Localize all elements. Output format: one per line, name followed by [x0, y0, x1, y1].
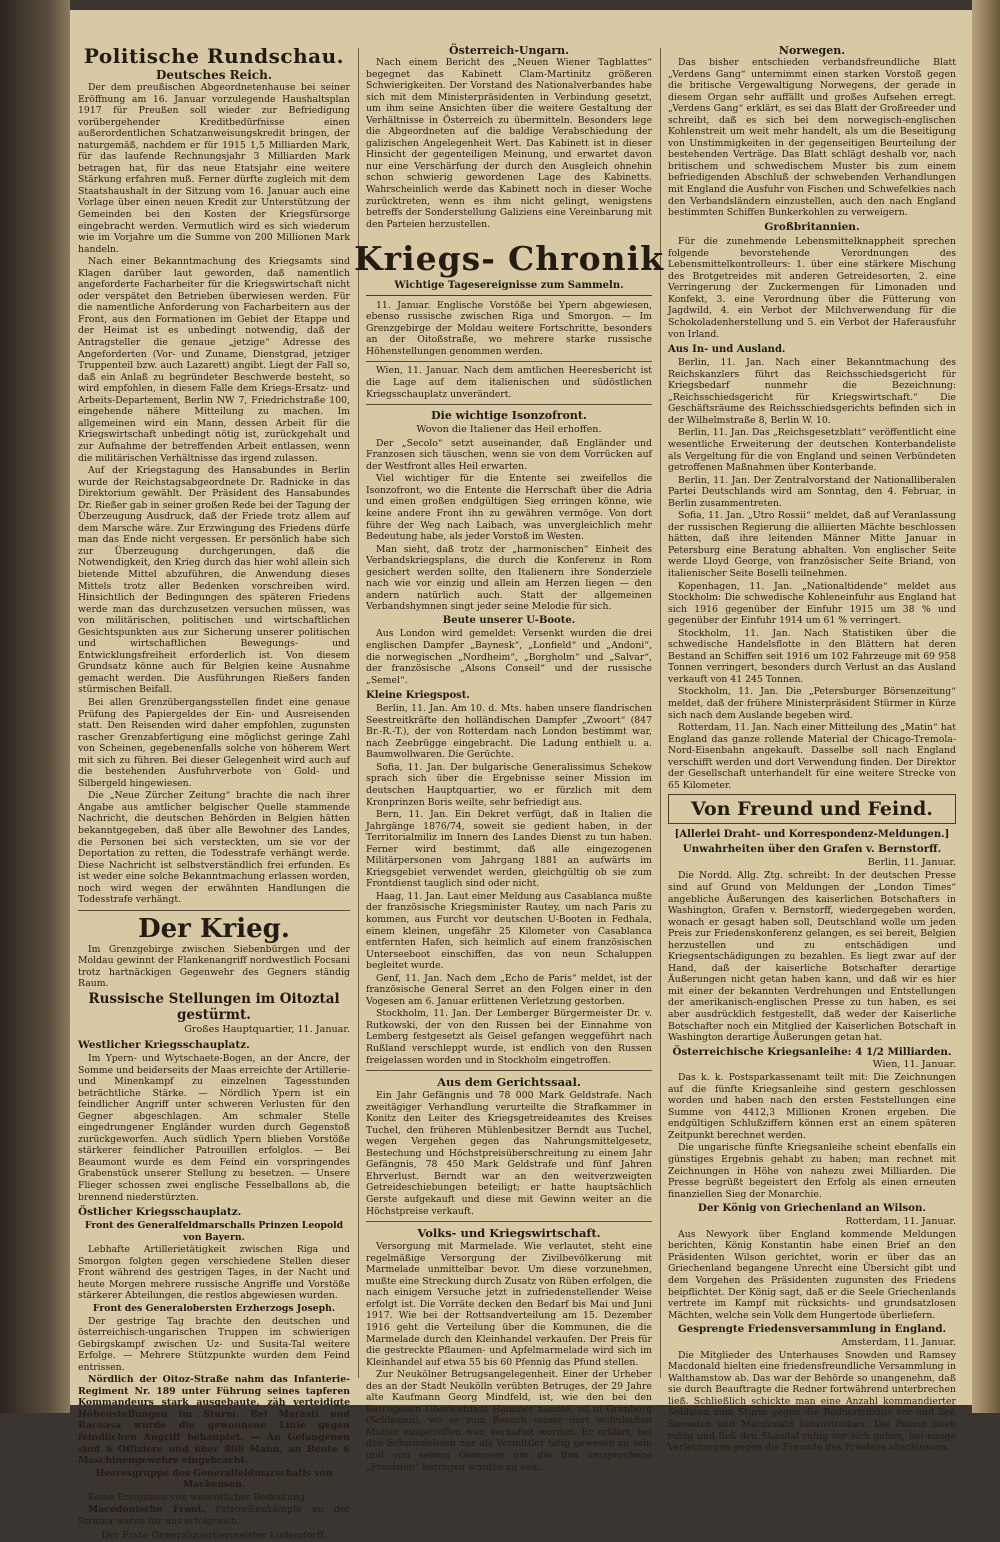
- article-paragraph: Der „Secolo“ setzt auseinander, daß Engländer und Franzosen sich täuschen, wenn sie von dem Vorrücken auf der Westfront alles Heil erwarten.: [366, 437, 652, 472]
- article-paragraph: Im Ypern- und Wytschaete-Bogen, an der Ancre, der Somme und beiderseits der Maas erreichte der Artillerie- und Minenkampf zu einzelnen Tagesstunden beträchtliche Stärke. — Nördlich Ypern ist ein feindlicher Angriff unter schweren Verlusten für den Gegner abgeschlagen. Am schmaler Stelle eingedrungener Engländer wurden durch Gegenstoß zurückgeworfen. Auch südlich Ypern blieben Vorstöße stärkerer feindlicher Patrouillen erfolglos. — Bei Beaumont wurde es dem Feind ein vorspringendes Grabenstück unserer Stellung zu besetzen. — Unsere Flieger schossen zwei englische Fesselballons ab, die brennend niederstürzten.: [78, 1053, 350, 1203]
- article-paragraph: Die ungarische fünfte Kriegsanleihe scheint ebenfalls ein günstiges Ergebnis gehabt zu haben; man rechnet mit Zeichnungen in Höhe von nahezu zwei Milliarden. Die Presse begrüßt begeistert den Erfolg als einen erneuten finanziellen Sieg der Monarchie.: [668, 1142, 956, 1200]
- article-paragraph: Ein Jahr Gefängnis und 78 000 Mark Geldstrafe. Nach zweitägiger Verhandlung verurteilte die Strafkammer in Konitz den Leiter des Kriegsgetreideamtes des Kreises Tuchel, den früheren Mühlenbesitzer Berndt aus Tuchel, wegen Vergehen gegen das Nahrungsmittelgesetz, Bestechung und Höchstpreisüberschreitung zu einem Jahr Gefängnis, 78 450 Mark Geldstrafe und fünf Jahren Ehrverlust. Berndt war an den weitverzweigten Getreideschiebungen beteiligt; er hatte hauptsächlich Gerste aufgekauft und diese mit Gewinn weiter an die Höchstpreise verkauft.: [366, 1090, 652, 1217]
- dateline: Berlin, 11. Januar.: [867, 857, 956, 869]
- article-paragraph: Die Mitglieder des Unterhauses Snowden und Ramsey Macdonald hielten eine friedensfreundliche Versammlung in Walthamstow ab. Das war der Behörde so unangenehm, daß sie durch Beauftragte die Redner fortwährend unterbrechen ließ. Schließlich schickte man eine Anzahl kommandierter Soldaten zum Sturm gegen die Rednertribüne vor und ließ Snowden und Macdonald hinaustreiben. Die Polizei blieb ruhig und ließ den Skandal ruhig vor sich gehen, bei einige Verletzungen gegen die Freunde des Friedens abschlossen.: [668, 1349, 956, 1454]
- section-heading: Der Krieg.: [138, 913, 290, 944]
- subsection-heading: Westlicher Kriegsschauplatz.: [78, 1039, 250, 1052]
- article-paragraph: Sofia, 11. Jan. Der bulgarische Generalissimus Schekow sprach sich über die Ergebnisse seiner Mission im deutschen Hauptquartier, wo er fürzlich mit dem Kronprinzen Boris weilte, sehr befriedigt aus.: [366, 761, 652, 808]
- page-edge: [972, 0, 1000, 1413]
- article-paragraph: Der gestrige Tag brachte den deutschen und österreichisch-ungarischen Truppen im schwierigen Gebirgskampf zwischen Uz- und Susita-Tal weitere Erfolge. — Mehrere Stützpunkte wurden dem Feind entrissen.: [78, 1315, 350, 1373]
- subsection-heading: Front des Generalfeldmarschalls Prinzen Leopold von Bayern.: [84, 1220, 344, 1243]
- article-paragraph: Haag, 11. Jan. Laut einer Meldung aus Casablanca mußte der französische Kriegsminister Rautey, um nach Paris zu kommen, aus Furcht vor deutschen U-Booten in Fedhala, einem kleinen, ungefähr 25 Kilometer von Casablanca entfernten Hafen, sich heimlich auf einem französischen Unterseeboot einschiffen, das von neun Schaluppen begleitet wurde.: [366, 890, 652, 972]
- section-heading: Norwegen.: [778, 44, 846, 57]
- article-paragraph: Das k. k. Postsparkassenamt teilt mit: Die Zeichnungen auf die fünfte Kriegsanleihe sind gestern geschlossen worden und haben nach den ersten Feststellungen eine Summe von 4412,3 Millionen Kronen ergeben. Die endgültigen Schlußziffern können erst an einem späteren Zeitpunkt berechnet werden.: [668, 1072, 956, 1141]
- article-paragraph: Versorgung mit Marmelade. Wie verlautet, steht eine regelmäßige Versorgung der Zivilbevölkerung mit Marmelade unmittelbar bevor. Um diese vorzunehmen, mußte eine Streckung durch Zusatz von Rüben erfolgen, die nach einigem Versuche jetzt in zufriedenstellender Weise erfolgt ist. Die Vorräte decken den Bedarf bis Mai und Juni 1917. Wie bei der Rottsandverteilung am 15. Dezember 1916 geht die Verteilung über die Kommunen, die die Marmelade durch den Kleinhandel verkaufen. Der Preis für die gestreckte Pflaumen- und Apfelmarmelade wird sich im Kleinhandel auf etwa 55 bis 60 Pfennig das Pfund stellen.: [366, 1241, 652, 1368]
- book-binding: [0, 0, 70, 1413]
- headline: Die wichtige Isonzofront.: [431, 409, 587, 423]
- article-paragraph: Aus Newyork über England kommende Meldungen berichten, König Konstantin habe einen Brief an den Präsidenten Wilson gerichtet, worin er über das an Griechenland begangene Unrecht eine Übersicht gibt und dem Vorgehen des Präsidenten zugunsten des Friedens beipflichtet. Der König sagt, daß er die Seele Griechenlands vertrete im Kampf mit rücksichts- und grundsatzlosen Mächten, welche sein Volk dem Hungertode überliefern.: [668, 1228, 956, 1321]
- column-middle: [354, 44, 665, 1473]
- article-paragraph: Nach einem Bericht des „Neuen Wiener Tagblattes“ begegnet das Kabinett Clam-Martinitz größeren Schwierigkeiten. Der Vorstand des Nationalverbandes habe sich mit dem Ministerpräsidenten in Verbindung gesetzt, um ihm seine Ansichten über die weitere Gestaltung der Verhältnisse in Österreich zu übermitteln. Besonders lege die Abgeordneten auf die baldige Verabschiedung der galizischen Angelegenheit Wert. Das Kabinett ist in dieser Hinsicht der gegenteiligen Meinung, und erwartet davon nur eine Verschärfung der durch den Ausgleich ohnehin schon schwierig gewordenen Lage des Kabinetts. Wahrscheinlich werde das Kabinett noch in dieser Woche zurücktreten, wenn es ihm nicht gelingt, wenigstens betreffs der Sonderstellung Galiziens eine Vereinbarung mit den Parteien herzustellen.: [366, 57, 652, 230]
- article-paragraph: Berlin, 11. Jan. Das „Reichsgesetzblatt“ veröffentlicht eine wesentliche Erweiterung der deutschen Konterbandeliste als Vergeltung für die von England und seinen Verbündeten getroffenen Maßnahmen über Konterbande.: [668, 427, 956, 474]
- subsection-heading: Kleine Kriegspost.: [366, 690, 470, 702]
- article-paragraph: Rotterdam, 11. Jan. Nach einer Mitteilung des „Matin“ hat England das ganze rollende Material der Chicago-Tremola-Nord-Eisenbahn angekauft. Dasselbe soll nach England verschifft werden und dort Verwendung finden. Der Direktor der Gesellschaft unterhandelt für eine weitere Strecke von 65 Kilometer.: [668, 722, 956, 791]
- chronik-title-left: Kriegs-: [354, 239, 496, 279]
- article-paragraph: Man sieht, daß trotz der „harmonischen“ Einheit des Verbandskriegsplans, die durch die Konferenz in Rom gesichert werden sollte, den Italienern ihre Sonderziele nach wie vor einzig und allein am Herzen liegen — den andern natürlich auch. Statt der allgemeinen Verbandshymnen singt jeder seine Melodie für sich.: [366, 543, 652, 613]
- chronik-title-right: Chronik: [507, 239, 665, 279]
- article-paragraph: Stockholm, 11. Jan. Nach Statistiken über die schwedische Handelsflotte in den Blättern hat deren Bestand an Schiffen seit 1916 um 102 Fahrzeuge mit 69 958 Tonnen verringert, besonders durch Verlust an das Ausland verkauft von 41 245 Tonnen.: [668, 627, 956, 685]
- subsection-heading: Deutsches Reich.: [155, 68, 273, 82]
- subsection-heading: Östlicher Kriegsschauplatz.: [78, 1206, 242, 1219]
- headline: Aus dem Gerichtssaal.: [437, 1075, 581, 1090]
- signature: Der Erste Generalquartiermeister Ludendorff.: [101, 1530, 327, 1542]
- article-paragraph: Aus London wird gemeldet: Versenkt wurden die drei englischen Dampfer „Baynesk“, „Lonfield“ und „Andoni“, die norwegischen „Nordheim“, „Borgholm“ und „Salvar“, der französische „Alsons Conseil“ und der russische „Semel“.: [366, 628, 652, 686]
- divider: [78, 910, 350, 911]
- article-paragraph: Viel wichtiger für die Entente sei zweifellos die Isonzofront, wo die Entente die Herrschaft über die Adria und einen großen endgültigen Sieg erringen könne, wie keine andere Front ihn zu gewähren vermöge. Von dort führe der Weg nach Laibach, was unvergleichlich mehr Bedeutung habe, als jeder Vorstoß im Westen.: [366, 473, 652, 543]
- dateline: Amsterdam, 11. Januar.: [841, 1336, 956, 1348]
- article-paragraph: Im Grenzgebirge zwischen Siebenbürgen und der Moldau gewinnt der Flankenangriff nordwestlich Focsani trotz hartnäckigen Gegenwehr des Gegners ständig Raum.: [78, 943, 350, 990]
- chronik-masthead: [354, 239, 665, 279]
- article-paragraph: Der dem preußischen Abgeordnetenhause bei seiner Eröffnung am 16. Januar vorzulegende Haushaltsplan 1917 für Preußen soll wieder zur Befriedigung vorübergehender Kreditbedürfnisse einen außerordentlichen Schatzanweisungskredit bringen, der naturgemäß, nachdem er für 1915 1,5 Milliarden Mark, für das laufende Rechnungsjahr 3 Milliarden Mark betragen hat, für das neue Etatsjahr eine weitere Stärkung erfahren muß. Ferner dürfte zugleich mit dem Staatshaushalt in der Sitzung vom 16. Januar auch eine Vorlage über einen neuen Kredit zur Unterstützung der Gemeinden bei den Kosten der Kriegsfürsorge eingebracht werden. Vermutlich wird es sich wiederum wie im Vorjahre um die Summe von 200 Millionen Mark handeln.: [78, 82, 350, 255]
- headline: Volks- und Kriegswirtschaft.: [417, 1226, 601, 1241]
- article-paragraph: Genf, 11. Jan. Nach dem „Echo de Paris“ meldet, ist der französische General Serret an den Folgen einer in den Vogesen am 6. Januar erlittenen Verletzung gestorben.: [366, 972, 652, 1007]
- subsection-heading: Großbritannien.: [764, 220, 860, 233]
- subsection-heading: Aus In- und Ausland.: [668, 344, 786, 356]
- article-paragraph: Bei allen Grenzübergangsstellen findet eine genaue Prüfung des Papiergeldes der Ein- und Ausreisenden statt. Den Reisenden wird daher empfohlen, zugunsten rascher Grenzabfertigung eine möglichst geringe Zahl von Scheinen, gegebenenfalls solche von höherem Wert mit sich zu führen. Bei dieser Gelegenheit wird auch auf die bestehenden Ausfuhrverbote von Gold- und Silbergeld hingewiesen.: [78, 696, 350, 789]
- column-left: [78, 44, 350, 1542]
- divider: [366, 1221, 652, 1222]
- article-paragraph: Nach einer Bekanntmachung des Kriegsamts sind Klagen darüber laut geworden, daß namentlich angeforderte Facharbeiter für die Kriegswirtschaft nicht oder verspätet den Betrieben überwiesen werden. Für die namentliche Anforderung von Facharbeitern aus der Front, aus den Formationen im Gebiet der Etappe und der Heimat ist es unbedingt notwendig, daß der Antragsteller die genaue „jetzige“ Adresse des Angeforderten (Vor- und Zuname, Dienstgrad, jetziger Truppenteil bzw. auch Lazarett) angibt. Liegt der Fall so, daß ein Anlaß zu begründeter Beschwerde besteht, so wird empfohlen, in diesem Falle dem Kriegs-Ersatz- und Arbeits-Departement, Berlin NW 7, Friedrichstraße 100, eingehende nähere Mitteilung zu machen. Im allgemeinen wird ein Mann, dessen Arbeit für die Kriegswirtschaft unbedingt nötig ist, zurückgehalt und zur Aufnahme der betreffenden Arbeit entlassen, wenn die militärischen Verhältnisse das irgend zulassen.: [78, 256, 350, 464]
- divider: [366, 1070, 652, 1071]
- article-paragraph: Auf der Kriegstagung des Hansabundes in Berlin wurde der Reichstagsabgeordnete Dr. Radnicke in das Direktorium gewählt. Der Präsident des Hansabundes Dr. Rießer gab in seiner großen Rede bei der Tagung der Überzeugung Ausdruck, daß der Friede trotz allem auf dem Marsche wäre. Zur Erzwingung des Friedens dürfe man das Ende nicht vergessen. Er persönlich habe sich zur Überzeugung durchgerungen, daß die Notwendigkeit, den Krieg durch das hier wohl allein sich bietende Mittel abzuführen, die Anwendung dieses Mittels trotz aller Bedenken vorschreiben wird. Hinsichtlich der Bedingungen des späteren Friedens werde man das durchzusetzen versuchen müssen, was von militärischen, politischen und wirtschaftlichen Gesichtspunkten aus zur Sicherung unserer politischen und wirtschaftlichen Bewegungs- und Entwicklungsfreiheit erforderlich ist. Von diesem Grundsatz könne auch für Belgien keine Ausnahme gemacht werden. Die Ausführungen Rießers fanden stürmischen Beifall.: [78, 465, 350, 696]
- divider: [366, 361, 652, 362]
- section-heading: Österreich-Ungarn.: [449, 44, 569, 57]
- article-paragraph: Lebhafte Artillerietätigkeit zwischen Riga und Smorgon folgten gegen verschiedene Stellen dieser Front während des gestrigen Tages, in der Nacht und heute Morgen mehrere russische Angriffe und Vorstöße stärkerer Abteilungen, die restlos abgewiesen wurden.: [78, 1244, 350, 1302]
- section-box: [668, 794, 956, 824]
- subsection-heading: Macedonische Front.: [88, 1504, 205, 1516]
- headline: Russische Stellungen im Oitoztal gestürmt.: [88, 991, 340, 1024]
- article-paragraph: Wien, 11. Januar. Nach dem amtlichen Heeresbericht ist die Lage auf dem italienischen und südöstlichen Kriegsschauplatz unverändert.: [366, 365, 652, 400]
- article-paragraph: Keine Ereignisse von wesentlicher Bedeutung.: [88, 1491, 308, 1503]
- headline-sub: Wovon die Italiener das Heil erhoffen.: [416, 424, 602, 436]
- article-paragraph: Patrouillenkämpfe an der Struma waren für uns erfolgreich.: [78, 1504, 350, 1527]
- article-paragraph: Berlin, 11. Jan. Nach einer Bekanntmachung des Reichskanzlers führt das Reichsschiedsgericht für Kriegsbedarf nunmehr die Bezeichnung: „Reichsschiedsgericht für Kriegswirtschaft.“ Die Geschäftsräume des Reichsschiedsgerichts befinden sich in der Wilhelmstraße 8, Berlin W. 10.: [668, 357, 956, 426]
- article-paragraph: Zur Neukölner Betrugsangelegenheit. Einer der Urheber des an der Stadt Neukölln verübten Betruges, der 29 Jahre alte Kaufmann Georg Mindfeld, ist, wie den bei den Betrogenen Oberleutnant Hammer nannte, ist in Grünberg (Schlesien), wo er zum Besuch seiner dort wohnhaften Mutter eingetroffen war, verhaftet worden. Er erklärt, bei den Schwindeleien nur als Vermittler tätig gewesen zu sein und von seinen Genossen um die ihm versprochene „Provision“ betrogen worden zu sein.: [366, 1369, 652, 1473]
- article-paragraph: Die Nordd. Allg. Ztg. schreibt: In der deutschen Presse sind auf Grund von Meldungen der „London Times“ angebliche Äußerungen des kaiserlichen Botschafters in Washington, Grafen v. Bernstorff, wiedergegeben worden, wonach er gesagt haben soll, Deutschland wolle um jeden Preis zur Friedenskonferenz gelangen, es sei bereit, Belgien herzustellen und zu entschädigen und Kriegsentschädigungen zu bezahlen. Es liegt zwar auf der Hand, daß der kaiserliche Botschafter derartige Äußerungen nicht getan haben kann, und daß wir es hier mit einer der bekannten Verdrehungen und Entstellungen der amerikanisch-englischen Presse zu tun haben, es sei aber ausdrücklich festgestellt, daß weder der Kaiserliche Botschafter noch ein Mitglied der Kaiserlichen Botschaft in Washington derartige Äußerungen getan hat.: [668, 870, 956, 1044]
- article-paragraph: Sofia, 11. Jan. „Utro Rossii“ meldet, daß auf Veranlassung der russischen Regierung die alliierten Mächte beschlossen hätten, daß ihre leitenden Männer Mitte Januar in Petersburg eine Beratung abhalten. Von englischer Seite werde Lloyd George, von französischer Seite Briand, von italienischer Seite Boselli teilnehmen.: [668, 510, 956, 579]
- subsection-heading: Front des Generalobersten Erzherzogs Joseph.: [92, 1302, 336, 1314]
- dateline: Großes Hauptquartier, 11. Januar.: [184, 1024, 350, 1036]
- section-heading: Politische Rundschau.: [83, 44, 345, 68]
- subsection-heading: Beute unserer U-Boote.: [442, 614, 576, 626]
- article-paragraph: Berlin, 11. Jan. Der Zentralvorstand der Nationalliberalen Partei Deutschlands wird am Sonntag, den 4. Februar, in Berlin zusammentreten.: [668, 474, 956, 509]
- dateline: Rotterdam, 11. Januar.: [845, 1215, 956, 1227]
- subsection-heading: Gesprengte Friedensversammlung in England.: [677, 1323, 947, 1336]
- section-subtitle: [Allerlei Draht- und Korrespondenz-Meldungen.]: [674, 829, 950, 841]
- dateline: Wien, 11. Januar.: [872, 1059, 956, 1071]
- article-paragraph: Berlin, 11. Jan. Am 10. d. Mts. haben unsere flandrischen Seestreitkräfte den holländischen Dampfer „Zwoort“ (847 Br.-R.-T.), der von Rotterdam nach London bestimmt war, nach Zeebrügge eingebracht. Die Ladung enthielt u. a. Baumwollwaren. Die Gerüchte.: [366, 703, 652, 761]
- article-paragraph: Für die zunehmende Lebensmittelknappheit sprechen folgende bevorstehende Verordnungen des Lebensmittelkontrolleurs: 1. über eine stärkere Mischung des Brotgetreides mit anderen Getreidesorten, 2. eine Verringerung der Zuckermengen für Limonaden und Konfekt, 3. eine Verordnung über die Fütterung von Jagdwild, 4. ein Verbot der Milchverwendung für die Schokoladenherstellung und 5. ein Verbot der Haferausfuhr von Irland.: [668, 236, 956, 340]
- article-paragraph: Kopenhagen, 11. Jan. „Nationaltidende“ meldet aus Stockholm: Die schwedische Kohleneinfuhr aus England hat sich 1916 gegenüber der Einfuhr 1915 um 38 % und gegenüber der Einfuhr 1914 um 61 % verringert.: [668, 580, 956, 627]
- subsection-heading: Der König von Griechenland an Wilson.: [697, 1202, 927, 1215]
- subsection-heading: Heeresgruppe des Generalfeldmarschalls von Mackensen.: [95, 1467, 333, 1491]
- column-right: [668, 44, 956, 1454]
- article-paragraph: Stockholm, 11. Jan. Der Lemberger Bürgermeister Dr. v. Rutkowski, der von den Russen bei der Einnahme von Lemberg festgesetzt als Geisel gefangen weggeführt nach Rußland verschleppt wurde, ist endlich von den Russen freigelassen worden und in Stockholm eingetroffen.: [366, 1008, 652, 1066]
- subsection-heading: Unwahrheiten über den Grafen v. Bernstorff.: [682, 842, 942, 855]
- article-paragraph: 11. Januar. Englische Vorstöße bei Ypern abgewiesen, ebenso russische zwischen Riga und Smorgon. — Im Grenzgebirge der Moldau weitere Fortschritte, besonders an der Oitoßstraße, wo mehrere starke russische Höhenstellungen genommen werden.: [366, 299, 652, 357]
- article-paragraph: Bern, 11. Jan. Ein Dekret verfügt, daß in Italien die Jahrgänge 1876/74, soweit sie gedient haben, in der Territorialmiliz im Innern des Landes Dienst zu tun haben. Ferner wird bestimmt, daß alle eingezogenen Militärpersonen vom Jahrgang 1881 an aufwärts im Kriegsgebiet verwendet werden, gleichgültig ob sie zum Frontdienst tauglich sind oder nicht.: [366, 809, 652, 890]
- subsection-heading: Österreichische Kriegsanleihe: 4 1/2 Milliarden.: [672, 1045, 952, 1058]
- divider: [366, 404, 652, 405]
- article-paragraph: Nördlich der Oitoz-Straße nahm das Infanterie-Regiment Nr. 189 unter Führung seines tapferen Kommandeurs stark ausgebaute, zäh verteidigte Höhenstellungen im Sturm. Bei Marasti und Racoasa wurde die gewonnene Linie gegen feindlichen Angriff behauptet. — An Gefangenen sind 6 Offiziere und über 800 Mann, an Beute 6 Maschinengewehre eingebracht.: [78, 1374, 350, 1467]
- article-paragraph: Die „Neue Zürcher Zeitung“ brachte die nach ihrer Angabe aus amtlicher belgischer Quelle stammende Nachricht, die deutschen Behörden in Belgien hätten bekanntgegeben, daß über alle Bewohner des Landes, die Personen bei sich versteckten, um sie vor der Deportation zu retten, die Todesstrafe verhängt werde. Diese Nachricht ist selbstverständlich frei erfunden. Es ist weder eine solche Bekanntmachung erlassen worden, noch wird wegen der erwähnten Handlungen die Todesstrafe verhängt.: [78, 790, 350, 906]
- newspaper-page: [70, 10, 972, 1542]
- section-heading: Von Freund und Feind.: [691, 798, 933, 821]
- article-paragraph: Das bisher entschieden verbandsfreundliche Blatt „Verdens Gang“ unternimmt einen starken Vorstoß gegen die britische Vergewaltigung Norwegens, der gerade in diesem Organ sehr auffällt und großes Aufsehen erregt. „Verdens Gang“ erklärt, es sei das Blatt der Großreeder und schreibt, daß es sich bei dem norwegisch-englischen Kohlenstreit um weit mehr handelt, als um die Beseitigung von Unstimmigkeiten in der gegenseitigen Beurteilung der bestehenden Verträge. Das Blatt schlägt deshalb vor, nach britischem und schwedischem Muster bis zum einem befriedigenden Abschluß der schwebenden Verhandlungen mit England die Ausfuhr von Fischen und Schwefelkies nach den Verbandsländern einzustellen, auch den nach England bestimmten Schiffen Bunkerkohlen zu verweigern.: [668, 57, 956, 219]
- article-paragraph: Stockholm, 11. Jan. Die „Petersburger Börsenzeitung“ meldet, daß der frühere Ministerpräsident Stürmer in Kürze sich nach dem Auslande begeben wird.: [668, 686, 956, 721]
- chronik-subtitle: Wichtige Tagesereignisse zum Sammeln.: [366, 280, 652, 296]
